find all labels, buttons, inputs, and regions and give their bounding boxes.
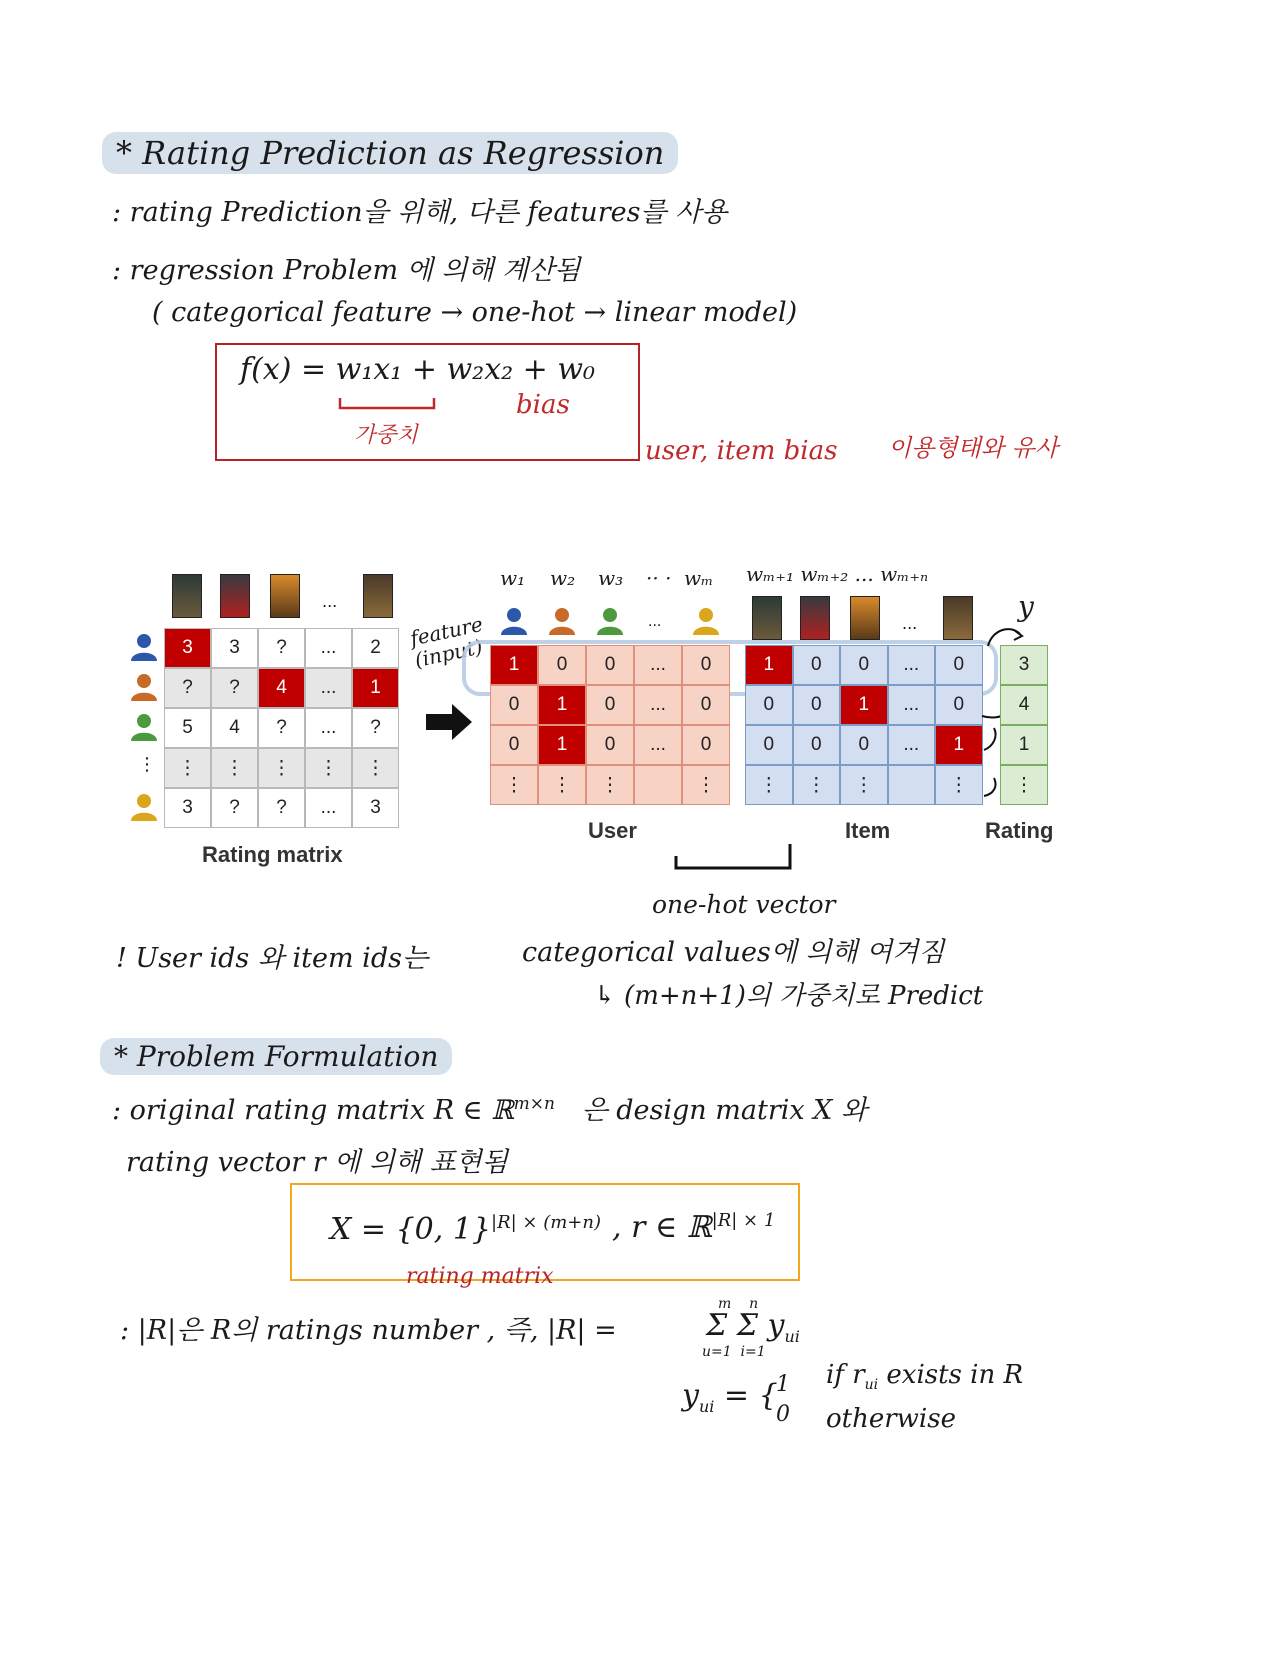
item-block-cell: ⋮ bbox=[840, 765, 888, 805]
note-line: categorical values에 의해 여겨짐 bbox=[522, 937, 945, 968]
movie-poster-icon bbox=[220, 574, 250, 618]
item-block-cell: ⋮ bbox=[793, 765, 841, 805]
feature-input-note: feature (input) bbox=[408, 611, 485, 673]
rating-matrix-cell: ? bbox=[164, 668, 211, 708]
item-block-cell: ... bbox=[888, 685, 936, 725]
note-line: : rating Prediction을 위해, 다른 features를 사용 bbox=[112, 197, 728, 228]
user-icon bbox=[130, 672, 158, 702]
note-line-part: : original rating matrix R ∈ ℝ bbox=[112, 1095, 514, 1126]
item-block-cell: 0 bbox=[840, 645, 888, 685]
rating-matrix-cell: ? bbox=[258, 628, 305, 668]
user-block-cell: ⋮ bbox=[682, 765, 730, 805]
sum-expression bbox=[706, 1308, 800, 1346]
user-block-cell: 0 bbox=[682, 645, 730, 685]
user-weight-label: ·· · bbox=[646, 566, 672, 590]
ellipsis: ⋮ bbox=[138, 754, 156, 775]
rating-matrix-label: Rating matrix bbox=[202, 842, 343, 867]
ellipsis: ... bbox=[648, 614, 662, 630]
item-block-cell: 0 bbox=[793, 685, 841, 725]
rating-vector-formula bbox=[612, 1210, 775, 1245]
item-block-cell: 0 bbox=[935, 685, 983, 725]
section-title-rating-prediction: * Rating Prediction as Regression bbox=[102, 132, 678, 174]
item-weight-labels: wₘ₊₁ wₘ₊₂ ... wₘ₊ₙ bbox=[746, 562, 929, 586]
arrow-right-icon bbox=[424, 702, 474, 742]
movie-poster-icon bbox=[943, 596, 973, 640]
rating-matrix-cell: 3 bbox=[352, 788, 399, 828]
user-block-cell: ⋮ bbox=[538, 765, 586, 805]
item-block-cell: 1 bbox=[935, 725, 983, 765]
ellipsis: ... bbox=[322, 592, 338, 611]
rating-matrix-cell: 1 bbox=[352, 668, 399, 708]
subscript: ui bbox=[864, 1377, 879, 1394]
user-block-cell: 0 bbox=[586, 645, 634, 685]
case-part: exists in R bbox=[878, 1360, 1024, 1390]
design-matrix-formula bbox=[330, 1212, 601, 1247]
user-weight-label: w₃ bbox=[598, 566, 624, 590]
user-icon bbox=[548, 606, 576, 636]
case-part: if r bbox=[826, 1360, 865, 1390]
user-icon bbox=[130, 632, 158, 662]
one-hot-vector-note: one-hot vector bbox=[652, 890, 836, 919]
user-block-label: User bbox=[588, 818, 637, 843]
note-line: ! User ids 와 item ids는 bbox=[116, 943, 429, 974]
case-brace: = { bbox=[714, 1378, 778, 1413]
bias-annotation: bias bbox=[516, 390, 570, 420]
rating-matrix-cell: 4 bbox=[211, 708, 258, 748]
rating-matrix-cell: ... bbox=[305, 628, 352, 668]
linear-formula: f(x) = w₁x₁ + w₂x₂ + w₀ bbox=[240, 352, 596, 387]
item-block-cell bbox=[888, 765, 936, 805]
sum-symbols: Σ Σ y bbox=[706, 1308, 785, 1343]
item-block-cell: 0 bbox=[793, 725, 841, 765]
rating-vector-cell: 1 bbox=[1000, 725, 1048, 765]
item-block-cell: ⋮ bbox=[935, 765, 983, 805]
user-block-cell: ... bbox=[634, 685, 682, 725]
rating-matrix-cell: ... bbox=[305, 668, 352, 708]
item-block-cell: ... bbox=[888, 725, 936, 765]
rating-matrix-cell: ... bbox=[305, 708, 352, 748]
movie-poster-icon bbox=[850, 596, 880, 640]
rating-matrix-cell: ? bbox=[211, 788, 258, 828]
user-weight-label: w₁ bbox=[500, 566, 526, 590]
note-line: ↳ (m+n+1)의 가중치로 Predict bbox=[594, 981, 984, 1011]
item-block-cell: ... bbox=[888, 645, 936, 685]
case-one-value: 1 bbox=[776, 1372, 790, 1397]
side-note-usage: 이용형태와 유사 bbox=[888, 434, 1058, 462]
item-block-cell: 0 bbox=[840, 725, 888, 765]
user-block-cell: ⋮ bbox=[586, 765, 634, 805]
item-block-cell: 1 bbox=[840, 685, 888, 725]
rating-matrix-annotation: rating matrix bbox=[406, 1264, 554, 1289]
note-line: : regression Problem 에 의해 계산됨 bbox=[112, 255, 581, 286]
item-block-cell: ⋮ bbox=[745, 765, 793, 805]
user-block-cell: 0 bbox=[682, 725, 730, 765]
subscript: ui bbox=[698, 1397, 715, 1416]
rating-vector-cell: 4 bbox=[1000, 685, 1048, 725]
formula-part: X = {0, 1} bbox=[330, 1212, 491, 1247]
rating-vector-cell: 3 bbox=[1000, 645, 1048, 685]
user-block-cell: 0 bbox=[538, 645, 586, 685]
rating-matrix-cell: 3 bbox=[211, 628, 258, 668]
formula-part: , r ∈ ℝ bbox=[612, 1210, 712, 1245]
movie-poster-icon bbox=[363, 574, 393, 618]
case-one-condition bbox=[826, 1360, 1023, 1393]
user-weight-label: wₘ bbox=[684, 566, 714, 590]
user-icon bbox=[596, 606, 624, 636]
rating-matrix-cell: 3 bbox=[164, 628, 211, 668]
case-zero-condition: otherwise bbox=[826, 1404, 956, 1434]
user-block-cell bbox=[634, 765, 682, 805]
y-label: y bbox=[1018, 590, 1034, 623]
note-line: : |R|은 R의 ratings number , 즉, |R| = bbox=[120, 1315, 617, 1346]
user-block-cell: 1 bbox=[538, 685, 586, 725]
case-lhs: y bbox=[682, 1378, 699, 1413]
user-block-cell: 0 bbox=[490, 725, 538, 765]
rating-matrix-cell: ⋮ bbox=[258, 748, 305, 788]
indicator-definition bbox=[682, 1378, 778, 1416]
note-line bbox=[112, 1088, 867, 1127]
user-block-cell: ... bbox=[634, 645, 682, 685]
item-block-label: Item bbox=[845, 818, 891, 843]
user-icon bbox=[130, 712, 158, 742]
rating-matrix-cell: ... bbox=[305, 788, 352, 828]
rating-matrix-cell: ? bbox=[352, 708, 399, 748]
note-line: ( categorical feature → one-hot → linear model) bbox=[152, 297, 798, 328]
rating-matrix-cell: ? bbox=[211, 668, 258, 708]
sum-upper-limits: m n bbox=[718, 1296, 759, 1312]
subscript: ui bbox=[784, 1327, 800, 1346]
movie-poster-icon bbox=[752, 596, 782, 640]
one-hot-bracket-icon bbox=[672, 842, 796, 872]
rating-matrix-cell: 2 bbox=[352, 628, 399, 668]
rating-matrix-cell: 4 bbox=[258, 668, 305, 708]
item-block-cell: 0 bbox=[935, 645, 983, 685]
note-line: rating vector r 에 의해 표현됨 bbox=[126, 1147, 508, 1178]
sum-lower-limits: u=1 i=1 bbox=[702, 1344, 766, 1360]
user-block-cell: 0 bbox=[682, 685, 730, 725]
item-block-cell: 0 bbox=[793, 645, 841, 685]
rating-matrix-cell: ⋮ bbox=[305, 748, 352, 788]
user-icon bbox=[500, 606, 528, 636]
user-block-cell: 0 bbox=[586, 725, 634, 765]
rating-matrix-cell: ⋮ bbox=[352, 748, 399, 788]
movie-poster-icon bbox=[800, 596, 830, 640]
rating-matrix-cell: ⋮ bbox=[164, 748, 211, 788]
section-title-problem-formulation: * Problem Formulation bbox=[100, 1038, 452, 1075]
rating-matrix-cell: ? bbox=[258, 788, 305, 828]
rating-matrix-cell: 5 bbox=[164, 708, 211, 748]
item-block-cell: 1 bbox=[745, 645, 793, 685]
weight-annotation: 가중치 bbox=[354, 423, 418, 448]
user-icon bbox=[692, 606, 720, 636]
movie-poster-icon bbox=[172, 574, 202, 618]
weight-bracket-icon bbox=[338, 396, 438, 414]
side-note-user-item-bias: user, item bias bbox=[645, 436, 838, 466]
user-icon bbox=[130, 792, 158, 822]
superscript: m×n bbox=[513, 1094, 555, 1114]
rating-vector-cell: ⋮ bbox=[1000, 765, 1048, 805]
rating-matrix-cell: ⋮ bbox=[211, 748, 258, 788]
user-weight-label: w₂ bbox=[550, 566, 576, 590]
rating-matrix-cell: ? bbox=[258, 708, 305, 748]
user-block-cell: 1 bbox=[538, 725, 586, 765]
item-block-cell: 0 bbox=[745, 725, 793, 765]
note-line-part: 은 design matrix X 와 bbox=[581, 1095, 868, 1126]
user-block-cell: 1 bbox=[490, 645, 538, 685]
ellipsis: ... bbox=[902, 614, 918, 633]
rating-matrix-cell: 3 bbox=[164, 788, 211, 828]
superscript: |R| × (m+n) bbox=[491, 1212, 601, 1233]
user-block-cell: ⋮ bbox=[490, 765, 538, 805]
user-block-cell: 0 bbox=[586, 685, 634, 725]
user-block-cell: ... bbox=[634, 725, 682, 765]
user-block-cell: 0 bbox=[490, 685, 538, 725]
movie-poster-icon bbox=[270, 574, 300, 618]
superscript: |R| × 1 bbox=[711, 1210, 776, 1231]
item-block-cell: 0 bbox=[745, 685, 793, 725]
rating-vector-label: Rating bbox=[985, 818, 1054, 843]
case-zero-value: 0 bbox=[776, 1402, 790, 1427]
